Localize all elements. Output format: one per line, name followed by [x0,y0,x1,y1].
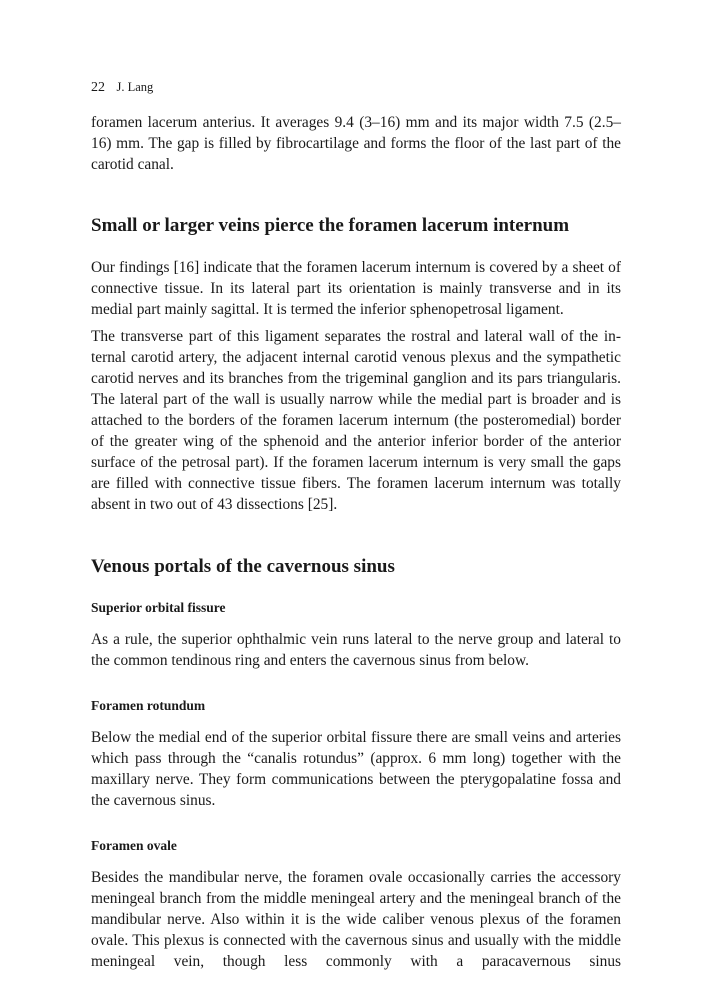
page-number: 22 [91,80,105,95]
paragraph: The transverse part of this ligament separates the rostral and lateral wall of the internal carotid artery, the adjacent internal carotid venous plexus and the sympathetic carotid nerves and its branches from the trigeminal ganglion and its pars triangularis. The lateral part of the wall is usually narrow while the medial part is broader and is attached to the borders of the foramen lacerum internum (the posteromedial) border of the greater wing of the sphenoid and the anterior inferior border of the anterior surface of the petrosal part). If the foramen lacerum internum is very small the gaps are filled with connective tissue fibers. The foramen lacerum internum was totally absent in two out of 43 dissections [25]. [91,328,621,513]
paragraph: Below the medial end of the superior orbital fissure there are small veins and arteries which pass through the “canalis rotundus” (approx. 6 mm long) together with the maxillary nerve. They form communications between the pterygopalatine fossa and the cavernous sinus. [91,729,621,809]
paragraph: As a rule, the superior ophthalmic vein runs lateral to the nerve group and lateral to the common tendinous ring and enters the cavernous sinus from below. [91,631,621,669]
subheading-foramen-rotundum: Foramen rotundum [91,698,206,713]
subheading-superior-orbital-fissure: Superior orbital fissure [91,600,226,615]
running-head-author: J. Lang [116,80,154,94]
page-body [91,78,621,972]
section-heading-venous-portals: Venous portals of the cavernous sinus [91,556,395,577]
section-heading-foramen-lacerum: Small or larger veins pierce the foramen lacerum internum [91,215,570,236]
paragraph: Our findings [16] indicate that the foramen lacerum internum is covered by a sheet of connective tissue. In its lateral part its orientation is mainly transverse and in its medial part mainly sagittal. It is termed the inferior sphenopetrosal ligament. [91,259,621,318]
running-head [91,78,621,97]
intro-paragraph: foramen lacerum anterius. It averages 9.4 (3–16) mm and its major width 7.5 (2.5–16) mm. The gap is filled by fibrocartilage and forms the floor of the last part of the carotid canal. [91,114,621,173]
paragraph: Besides the mandibular nerve, the foramen ovale occasionally carries the accessory meningeal branch from the middle meningeal artery and the meningeal branch of the mandibular nerve. Also within it is the wide caliber venous plexus of the foramen ovale. This plexus is connected with the cavernous sinus and usually with the middle meningeal vein, though less commonly with a paracavernous sinus [91,869,621,970]
subheading-foramen-ovale: Foramen ovale [91,838,177,853]
